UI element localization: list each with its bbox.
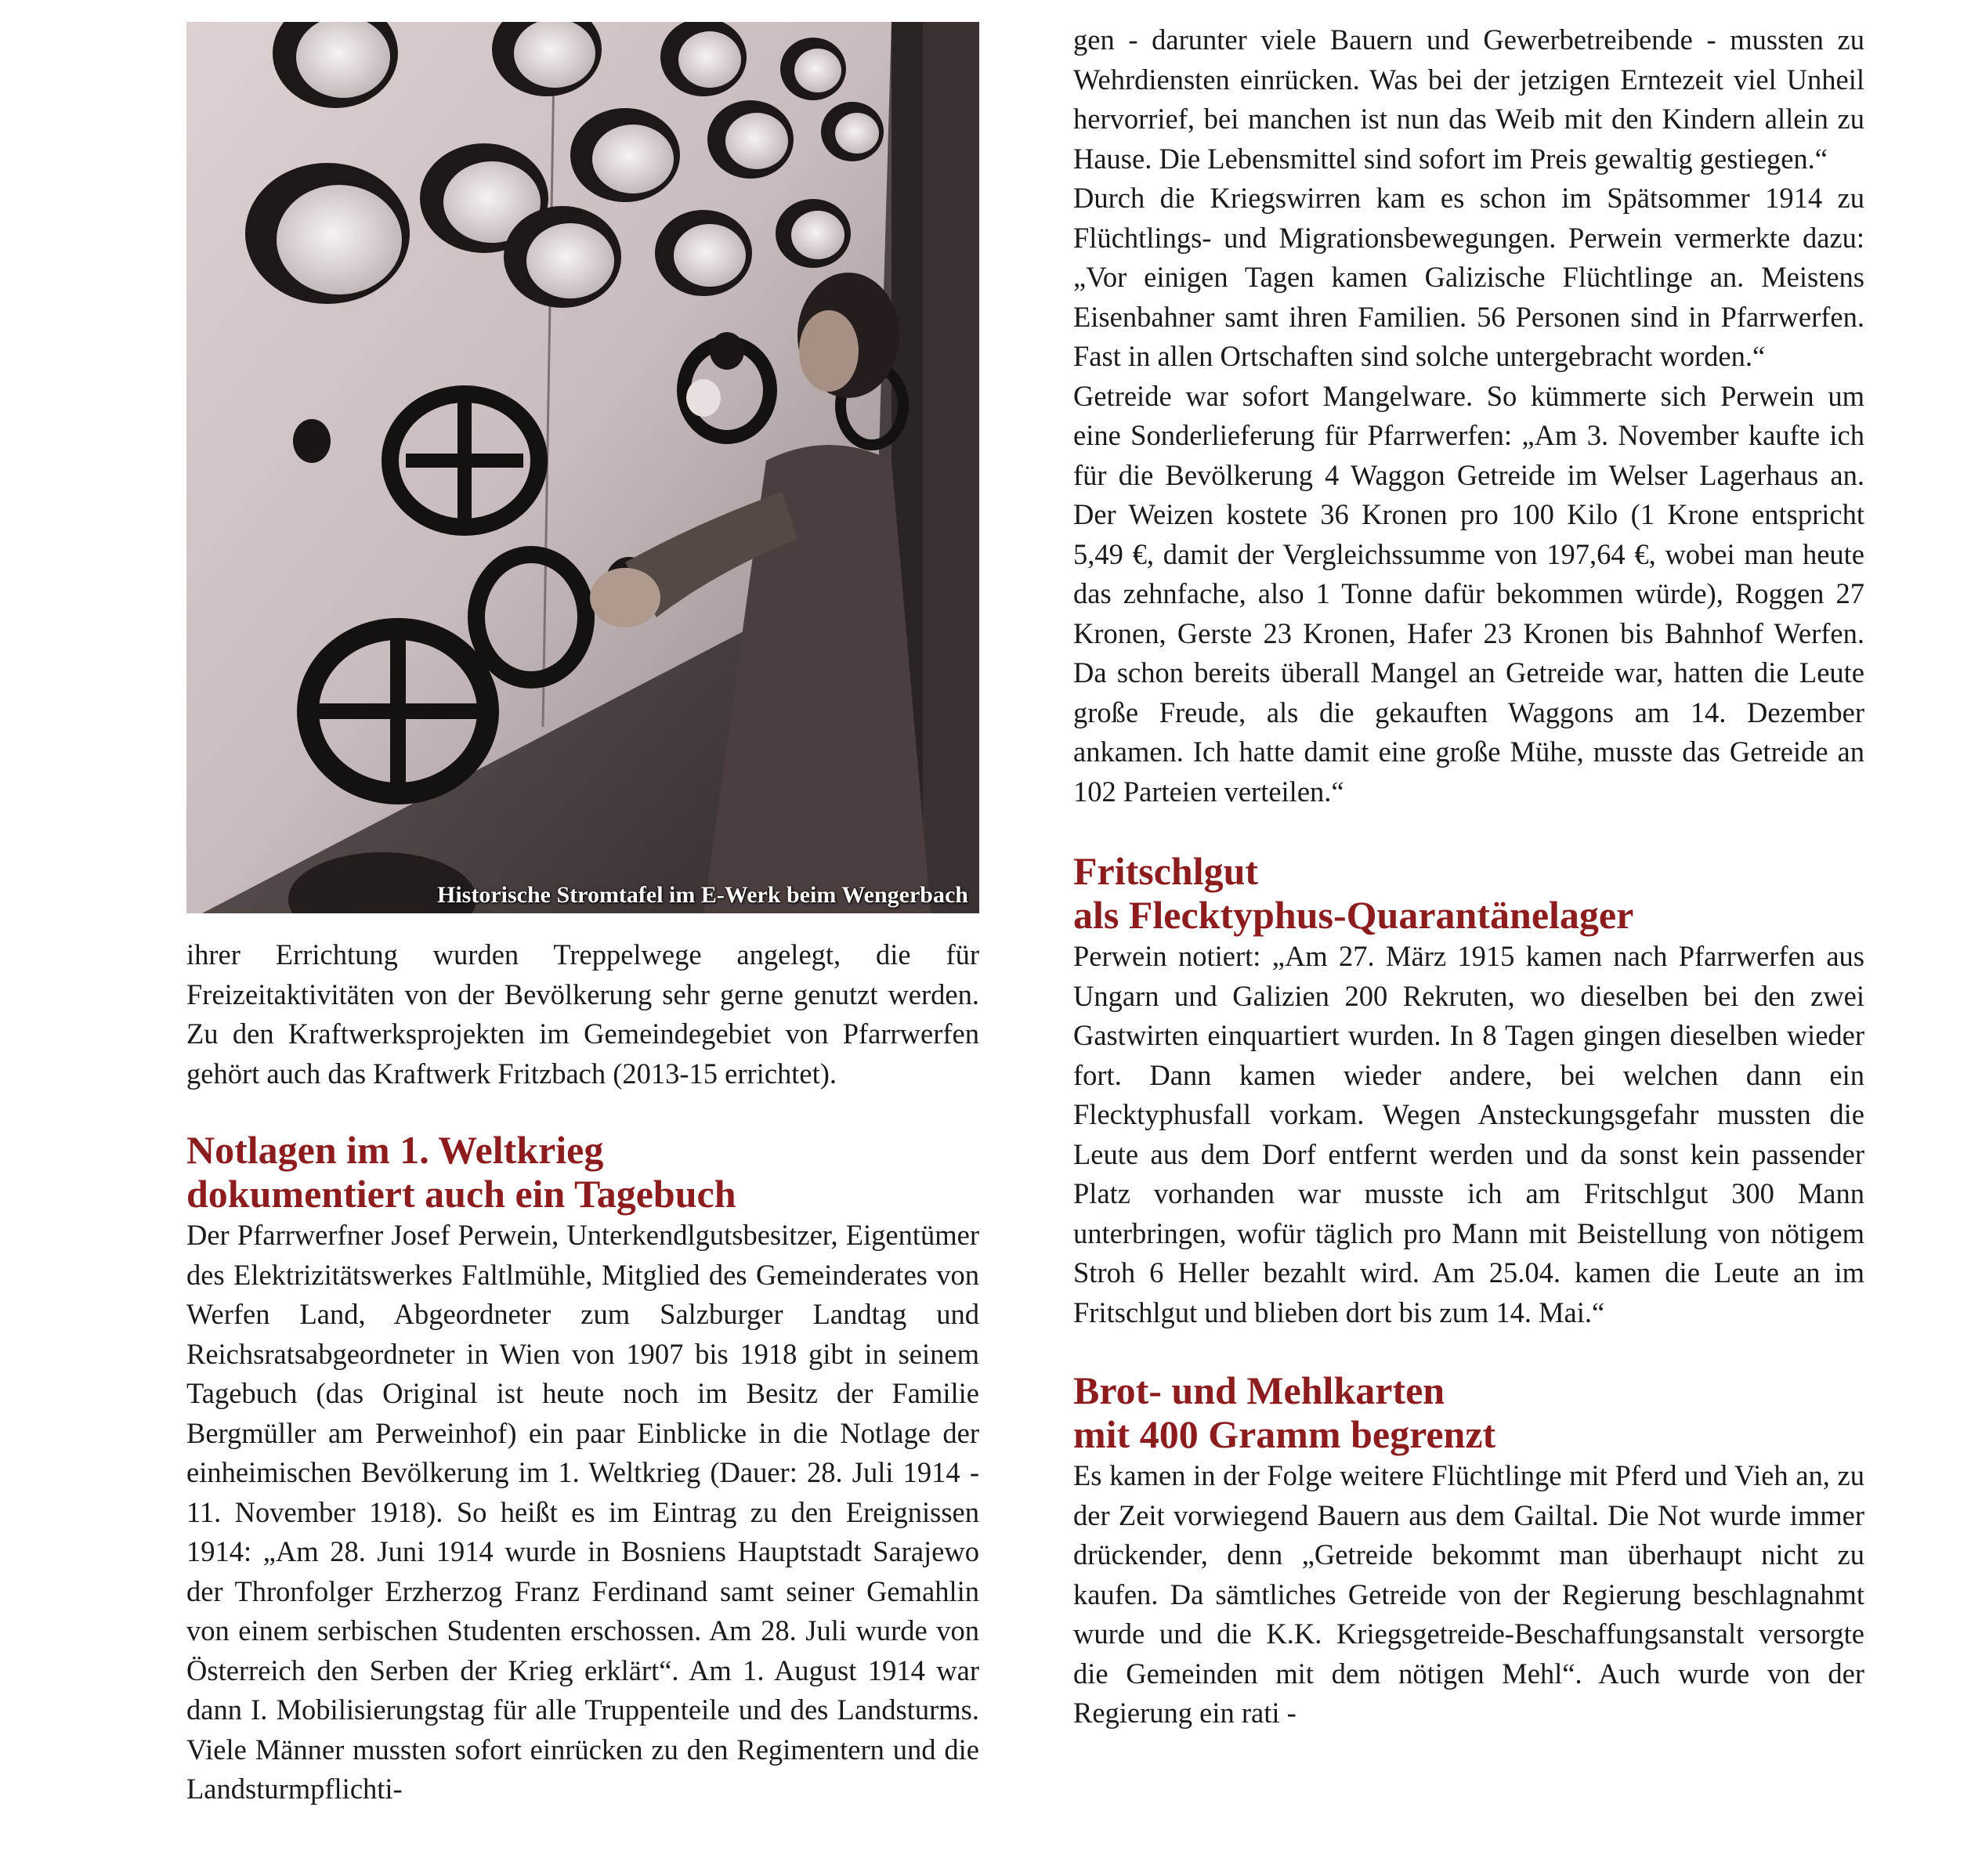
section-heading-notlagen <box>186 1128 979 1216</box>
historic-power-panel-photo <box>186 22 979 913</box>
heading-line: mit 400 Gramm begrenzt <box>1073 1412 1496 1456</box>
heading-line: dokumentiert auch ein Tagebuch <box>186 1172 736 1216</box>
body-paragraph: Es kamen in der Folge weitere Flüchtlinge mit Pferd und Vieh an, zu der Zeit vorwiegend Bauern aus dem Gailtal. Die Not wurde immer drückender, denn „Getreide bekommt man überhaupt nicht zu kaufen. Da sämtliches Getreide von der Regierung beschlagnahmt wurde und die K.K. Kriegsgetreide-Beschaffungsanstalt versorgte die Gemeinden mit dem nötigen Mehl“. Auch wurde von der Regierung ein rati - <box>1073 1459 1864 1729</box>
intro-paragraph: ihrer Errichtung wurden Treppelwege angelegt, die für Freizeitaktivitäten von der Bevölkerung sehr gerne genutzt werden. Zu den Kraftwerksprojekten im Gemeindegebiet von Pfarrwerfen gehört auch das Kraftwerk Fritzbach (2013-15 errichtet). <box>186 938 979 1090</box>
right-column <box>1073 20 1864 1733</box>
photo-caption: Historische Stromtafel im E-Werk beim Wengerbach <box>437 882 968 908</box>
body-paragraph: gen - darunter viele Bauern und Gewerbetreibende - mussten zu Wehrdiensten einrücken. Was bei der jetzigen Erntezeit viel Unheil hervorrief, bei manchen ist nun das Weib mit den Kindern allein zu Hause. Die Lebensmittel sind sofort im Preis gewaltig gestiegen.“ <box>1073 23 1864 175</box>
heading-line: Brot- und Mehlkarten <box>1073 1368 1445 1412</box>
body-paragraph: Durch die Kriegswirren kam es schon im Spätsommer 1914 zu Flüchtlings- und Migrationsbewegungen. Perwein vermerkte dazu: „Vor einigen Tagen kamen Galizische Flüchtlinge an. Meistens Eisenbahner samt ihren Familien. 56 Personen sind in Pfarrwerfen. Fast in allen Ortschaften sind solche untergebracht worden.“ <box>1073 182 1864 372</box>
body-paragraph: Der Pfarrwerfner Josef Perwein, Unterkendlgutsbesitzer, Eigentümer des Elektrizitätswerkes Faltlmühle, Mitglied des Gemeinderates von Werfen Land, Abgeordneter zum Salzburger Landtag und Reichsratsabgeordneter in Wien von 1907 bis 1918 gibt in seinem Tagebuch (das Original ist heute noch im Besitz der Familie Bergmüller am Perweinhof) ein paar Einblicke in die Notlage der einheimischen Bevölkerung im 1. Weltkrieg (Dauer: 28. Juli 1914 - 11. November 1918). So heißt es im Eintrag zu den Ereignissen 1914: „Am 28. Juni 1914 wurde in Bosniens Hauptstadt Sarajewo der Thronfolger Erzherzog Franz Ferdinand samt seiner Gemahlin von einem serbischen Studenten erschossen. Am 28. Juli wurde von Österreich den Serben der Krieg erklärt“. Am 1. August 1914 war dann I. Mobilisierungstag für alle Truppenteile und des Landsturms. Viele Männer mussten sofort einrücken zu den Regimentern und die Landsturmpflichti- <box>186 1219 979 1805</box>
panel-photo-illustration <box>186 22 979 913</box>
body-paragraph: Getreide war sofort Mangelware. So kümmerte sich Perwein um eine Sonderlieferung für Pfarrwerfen: „Am 3. November kaufte ich für die Bevölkerung 4 Waggon Getreide im Welser Lagerhaus an. Der Weizen kostete 36 Kronen pro 100 Kilo (1 Krone entspricht 5,49 €, damit der Vergleichssumme von 197,64 €, wobei man heute das zehnfache, also 1 Tonne dafür bekommen würde), Roggen 27 Kronen, Gerste 23 Kronen, Hafer 23 Kronen bis Bahnhof Werfen. Da schon bereits überall Mangel an Getreide war, hatten die Leute große Freude, als die gekauften Waggons am 14. Dezember ankamen. Ich hatte damit eine große Mühe, musste das Getreide an 102 Parteien verteilen.“ <box>1073 379 1864 808</box>
heading-line: Notlagen im 1. Weltkrieg <box>186 1128 604 1172</box>
section-heading-brotkarten <box>1073 1368 1864 1456</box>
heading-line: Fritschlgut <box>1073 849 1259 893</box>
body-paragraph: Perwein notiert: „Am 27. März 1915 kamen nach Pfarrwerfen aus Ungarn und Galizien 200 Rekruten, wo dieselben bei den zwei Gastwirten einquartiert wurden. In 8 Tagen gingen dieselben wieder fort. Dann kamen wieder andere, bei welchen dann ein Flecktyphusfall vorkam. Wegen Ansteckungsgefahr mussten die Leute aus dem Dorf entfernt werden und da sonst kein passender Platz vorhanden war musste ich am Fritschlgut 300 Mann unterbringen, wofür täglich pro Mann mit Beistellung von nötigem Stroh 6 Heller bezahlt wird. Am 25.04. kamen die Leute an im Fritschlgut und blieben dort bis zum 14. Mai.“ <box>1073 940 1864 1328</box>
heading-line: als Flecktyphus-Quarantänelager <box>1073 893 1634 937</box>
left-column <box>186 22 979 1809</box>
section-heading-fritschlgut <box>1073 849 1864 937</box>
